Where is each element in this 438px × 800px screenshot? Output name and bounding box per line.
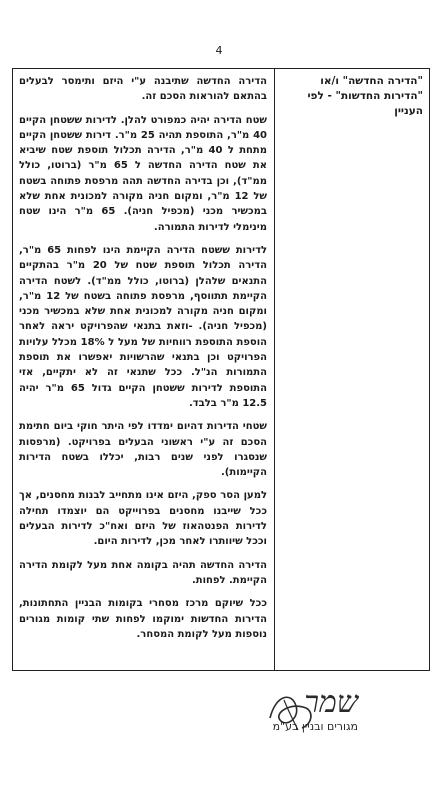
signature-mark: שמר [304, 685, 358, 720]
definition-paragraph: לדירות ששטח הדירה הקיימת הינו לפחות 65 מ"ר, הדירה תכלול תוספת שטח של 20 מ"ר בהתקיים התנאים שלהלן (ברוטו, כולל ממ"ד). לשטח הדירה הקיימת תתווסף, מרפסת פתוחה בשטח של 12 מ"ר, ומקום חניה מקורה למכונית אחת שלא במכשיר מכני (מכפיל חניה). -וזאת בתנאי שהפרויקט יראה לאחר הוספת התוספת רווחיות של מעל ל 18% מכלל עלויות הפרויקט וכן בתנאי שהרשויות יאפשרו את תוספת התמורות הנ"ל. ככל שתנאי זה לא יתקיים, אזי התוספת לדירות ששטחן הקיים גדול 65 מ"ר יהיה 12.5 מ"ר בלבד. [19, 244, 268, 409]
page-number: 4 [215, 44, 223, 57]
definition-paragraph: הדירה החדשה תהיה בקומה אחת מעל לקומת הדירה הקיימת. לפחות. [19, 559, 267, 586]
definition-paragraph: הדירה החדשה שתיבנה ע"י היזם ותימסר לבעלים בהתאם להוראות הסכם זה. [19, 76, 267, 103]
definition-paragraph: ככל שיוקם מרכז מסחרי בקומות הבניין התחתונות, הדירות החדשות ימוקמו לפחות שתי קומות מגורים נוספות מעל לקומת המסחר. [19, 598, 267, 640]
definition-paragraph: למען הסר ספק, היזם אינו מתחייב לבנות מחסנים, אך ככל שייבנו מחסנים בפרוייקט הם יוצמדו תחילה לדירות הפנטהאוז של היזם ואח"כ לדירות הבעלים וככל שיוותרו לאחר מכן, לדירות היום. [19, 490, 267, 548]
definition-text-column [13, 69, 275, 670]
definition-paragraph: שטח הדירה יהיה כמפורט להלן. לדירות ששטחן הקיים 40 מ"ר, התוספת תהיה 25 מ"ר. דירות ששטחן הקיים מתחת ל 40 מ"ר, הדירה תכלול תוספת שטח שיביא את שטח הדירה החדשה ל 65 מ"ר (ברוטו, כולל ממ"ד), וכן בדירה החדשה תהה מרפסת פתוחה בשטח של 12 מ"ר, ומקום חניה מקורה למכונית אחת שלא במכשיר מכני (מכפיל חניה). 65 מ"ר הינו שטח מינימלי לדירות התמורה. [19, 114, 267, 233]
definition-paragraph: שטחי הדירות דהיום ימדדו לפי היתר חוקי ביום חתימת הסכם זה ע"י ראשוני הבעלים בפרויקט. (מרפסות שנסגרו לפני שנים רבות, יכללו בשטח הדירות הקיימות). [19, 421, 267, 479]
company-tagline: מגורים ובניין בע"מ [272, 720, 358, 733]
agreement-definitions-table [12, 68, 430, 671]
defined-term: "הדירה החדשה" ו/או "הדירות החדשות" - לפי העניין [307, 75, 423, 117]
handwritten-signature-icon [262, 688, 322, 734]
term-column [275, 69, 429, 670]
